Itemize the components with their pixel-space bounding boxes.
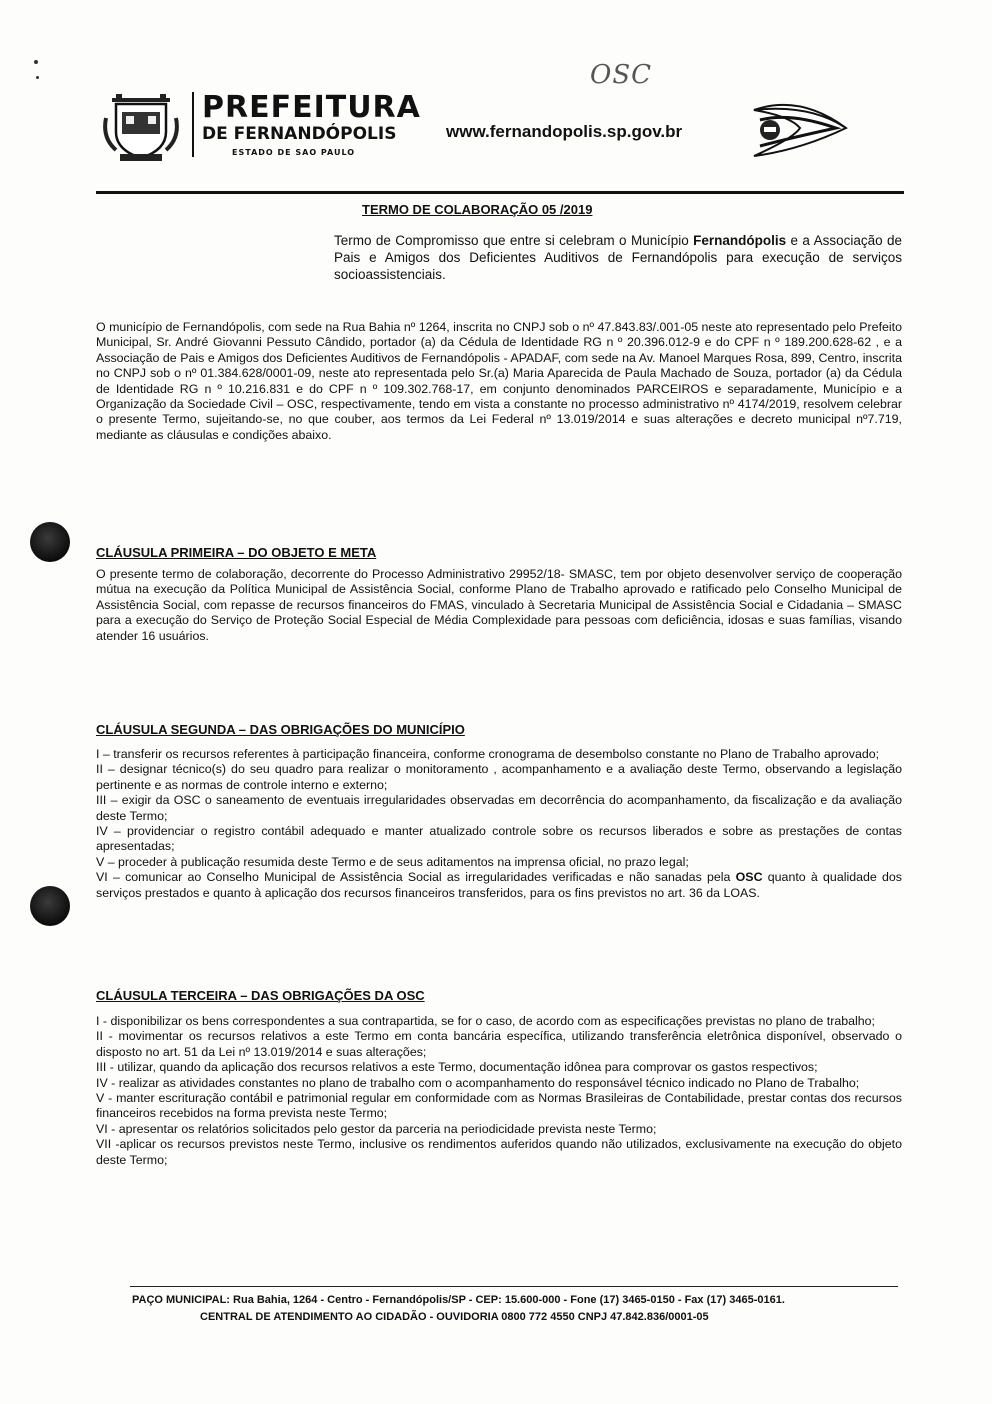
item-text-a: VI – comunicar ao Conselho Municipal de Assistência Social as irregularidades verificadas e não sanadas pela xyxy=(96,870,736,885)
list-item: IV – providenciar o registro contábil adequado e manter atualizado controle sobre os recursos liberados e sobre as prestações de contas apresentadas; xyxy=(96,824,902,854)
footer-divider xyxy=(130,1286,898,1287)
website-link[interactable]: www.fernandopolis.sp.gov.br xyxy=(446,122,683,141)
header-divider xyxy=(96,191,904,194)
list-item: IV - realizar as atividades constantes no plano de trabalho com o acompanhamento do responsável técnico indicado no Plano de Trabalho; xyxy=(96,1075,860,1090)
clause-1-text: O presente termo de colaboração, decorrente do Processo Administrativo 29952/18- SMASC, tem por objeto desenvolver serviço de cooperação mútua na execução da Política Municipal de Assistência Social, conforme Plano de Trabalho aprovado e ratificado pelo Conselho Municipal de Assistência Social, com repasse de recursos financeiros do FMAS, vinculado à Secretaria Municipal de Assistência Social e Cidadania – SMASC para a execução do Serviço de Proteção Social Especial de Média Complexidade para pessoas com deficiência, idosas e suas famílias, visando atender 16 usuários. xyxy=(96,567,902,643)
preamble-text-b: e a Associação de Pais e Amigos dos Deficientes Auditivos de Fernandópolis para execução de serviços socioassistenciais. xyxy=(334,233,903,282)
preamble xyxy=(334,232,902,283)
clause-2-list xyxy=(96,747,902,901)
footer-contact: CENTRAL DE ATENDIMENTO AO CIDADÃO - OUVIDORIA 0800 772 4550 CNPJ 47.842.836/0001-05 xyxy=(200,1311,709,1323)
clause-2-title: CLÁUSULA SEGUNDA – DAS OBRIGAÇÕES DO MUNICÍPIO xyxy=(96,722,465,737)
letterhead xyxy=(100,88,900,188)
item-text-b: quanto à qualidade dos serviços prestados e quanto à aplicação dos recursos financeiros transferidos, para os fins previstos no art. 36 da LOAS. xyxy=(96,870,902,900)
handwritten-note: OSC xyxy=(590,60,653,90)
brand-name: PREFEITURA xyxy=(202,90,421,125)
list-item xyxy=(96,870,902,901)
list-item: I – transferir os recursos referentes à participação financeira, conforme cronograma de desembolso constante no Plano de Trabalho aprovado; xyxy=(96,747,880,761)
list-item: II – designar técnico(s) do seu quadro para realizar o monitoramento , acompanhamento e a avaliação deste Termo, observando a legislação pertinente e as normas de controle interno e externo; xyxy=(96,762,902,792)
flag-emblem-icon xyxy=(750,98,850,158)
footer-address: PAÇO MUNICIPAL: Rua Bahia, 1264 - Centro - Fernandópolis/SP - CEP: 15.600-000 - Fone (17) 3465-0150 - Fax (17) 3465-0161. xyxy=(132,1294,785,1306)
brand-state: ESTADO DE SAO PAULO xyxy=(232,148,356,157)
list-item: II - movimentar os recursos relativos a este Termo em conta bancária específica, utilizando transferência eletrônica disponível, observado o disposto no art. 51 da Lei nº 13.019/2014 e suas alterações; xyxy=(96,1029,902,1059)
scan-speck xyxy=(36,76,39,79)
brand-block xyxy=(192,92,421,157)
punch-hole xyxy=(30,886,70,926)
list-item: III - utilizar, quando da aplicação dos recursos relativos a este Termo, documentação idônea para comprovar os gastos respectivos; xyxy=(96,1060,818,1075)
list-item: V – proceder à publicação resumida deste Termo e de seus aditamentos na imprensa oficial, no prazo legal; xyxy=(96,854,689,869)
clause-1-title: CLÁUSULA PRIMEIRA – DO OBJETO E META xyxy=(96,545,377,560)
list-item: VII -aplicar os recursos previstos neste Termo, inclusive os rendimentos auferidos quando não utilizados, exclusivamente na execução do objeto deste Termo; xyxy=(96,1137,902,1167)
document-title: TERMO DE COLABORAÇÃO 05 /2019 xyxy=(362,202,593,217)
clause-3-list xyxy=(96,1014,902,1168)
intro-paragraph: O município de Fernandópolis, com sede na Rua Bahia nº 1264, inscrita no CNPJ sob o nº 47.843.83/.001-05 neste ato representado pelo Prefeito Municipal, Sr. André Giovanni Pessuto Cândido, portador (a) da Cédula de Identidade RG n º 20.396.012-9 e do CPF n º 189.200.628-62 , e a Associação de Pais e Amigos dos Deficientes Auditivos de Fernandópolis - APADAF, com sede na Av. Manoel Marques Rosa, 899, Centro, inscrita no CNPJ sob o nº 01.384.628/0001-09, neste ato representada pelo Sr.(a) Maria Aparecida de Paula Machado de Souza, portador (a) da Cédula de Identidade RG n º 10.216.831 e do CPF n º 109.302.768-17, em conjunto denominados PARCEIROS e separadamente, Município e a Organização da Sociedade Civil – OSC, respectivamente, tendo em vista a constante no processo administrativo nº 4174/2019, resolvem celebrar o presente Termo, sujeitando-se, no que couber, aos termos da Lei Federal nº 13.019/2014 e suas alterações e decreto municipal nº7.719, mediante as cláusulas e condições abaixo. xyxy=(96,320,902,442)
city-crest-icon xyxy=(100,88,182,164)
clause-3-title: CLÁUSULA TERCEIRA – DAS OBRIGAÇÕES DA OSC xyxy=(96,988,425,1003)
list-item: VI - apresentar os relatórios solicitados pelo gestor da parceria na periodicidade prevista neste Termo; xyxy=(96,1121,657,1136)
list-item: III – exigir da OSC o saneamento de eventuais irregularidades observadas em decorrência do acompanhamento, da fiscalização e da avaliação deste Termo; xyxy=(96,793,902,823)
brand-city: DE FERNANDÓPOLIS xyxy=(202,124,397,144)
scan-speck xyxy=(34,60,38,64)
preamble-text-a: Termo de Compromisso que entre si celebram o Município xyxy=(334,233,694,248)
preamble-bold: Fernandópolis xyxy=(693,233,787,248)
list-item: V - manter escrituração contábil e patrimonial regular em conformidade com as Normas Brasileiras de Contabilidade, prestar contas dos recursos financeiros recebidos na forma prevista neste Termo; xyxy=(96,1091,902,1121)
item-bold: OSC xyxy=(735,870,763,885)
list-item: I - disponibilizar os bens correspondentes a sua contrapartida, se for o caso, de acordo com as especificações previstas no plano de trabalho; xyxy=(96,1014,875,1028)
punch-hole xyxy=(30,522,70,562)
